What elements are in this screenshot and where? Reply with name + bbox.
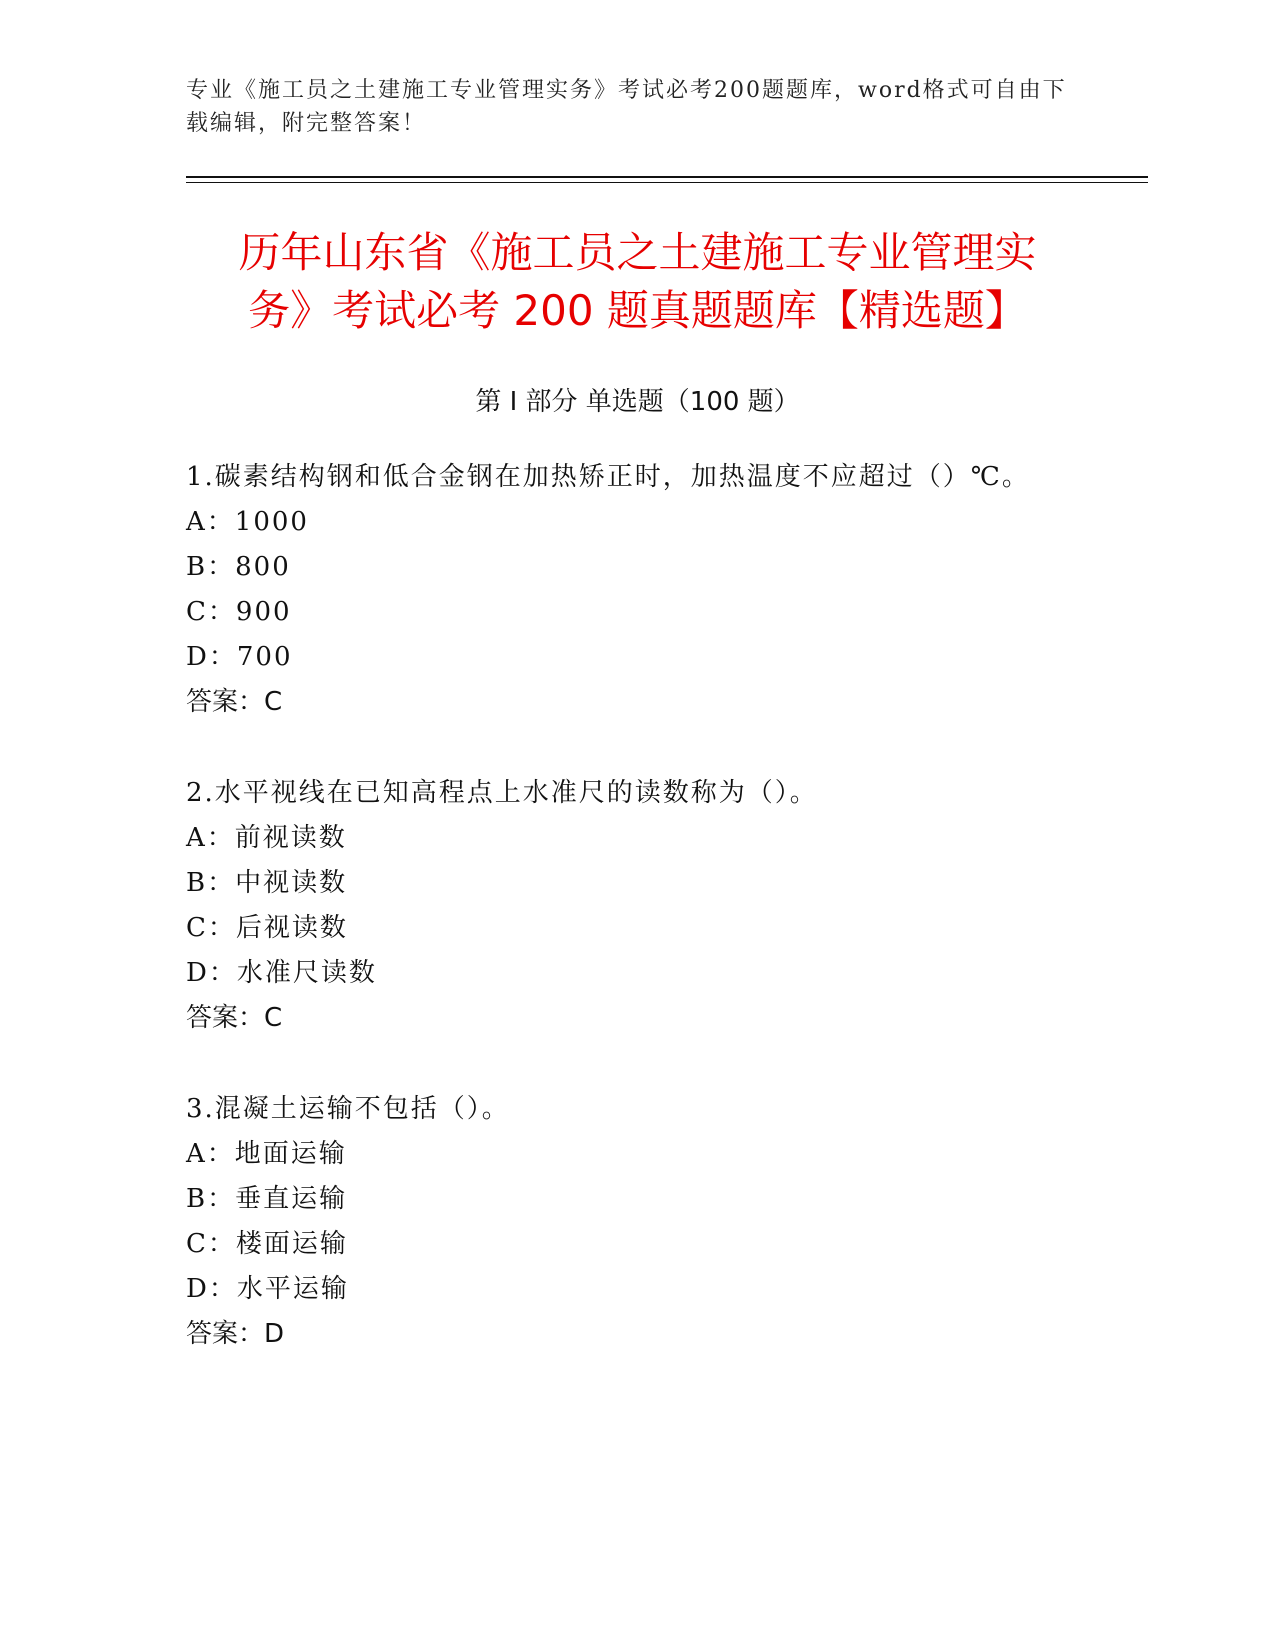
option-d	[186, 640, 1146, 685]
answer: 答案：D	[186, 1319, 285, 1349]
option-key: D：	[186, 958, 237, 988]
section-title: 第 I 部分 单选题（100 题）	[475, 387, 800, 417]
option-key: D：	[186, 642, 237, 672]
option-key: B：	[186, 1184, 236, 1214]
option-key: C：	[186, 913, 236, 943]
header-note: 专业《施工员之土建施工专业管理实务》考试必考200题题库，word格式可自由下载编辑，附完整答案！	[186, 78, 1067, 136]
document-title-line-1: 历年山东省《施工员之土建施工专业管理实	[238, 228, 1037, 277]
option-key: C：	[186, 597, 236, 627]
option-text: 楼面运输	[235, 1229, 348, 1259]
option-key: B：	[186, 552, 236, 582]
option-key: A：	[186, 823, 235, 853]
option-text: 水准尺读数	[236, 958, 377, 988]
option-a	[186, 505, 1146, 550]
option-b	[186, 866, 1146, 911]
option-c	[186, 595, 1146, 640]
option-key: B：	[186, 868, 236, 898]
question-2	[186, 776, 1146, 1046]
option-key: A：	[186, 1139, 235, 1169]
option-text: 后视读数	[235, 913, 348, 943]
header-divider-thin	[186, 182, 1148, 183]
option-text: 前视读数	[234, 823, 347, 853]
question-stem: 2.水平视线在已知高程点上水准尺的读数称为（）。	[186, 778, 818, 808]
option-key: A：	[186, 507, 235, 537]
option-a	[186, 1137, 1146, 1182]
document-title-line-2: 务》考试必考 200 题真题题库【精选题】	[248, 286, 1027, 335]
option-text: 水平运输	[236, 1274, 349, 1304]
option-c	[186, 911, 1146, 956]
option-text: 垂直运输	[235, 1184, 348, 1214]
option-d	[186, 956, 1146, 1001]
question-1	[186, 460, 1146, 730]
question-3	[186, 1092, 1146, 1362]
option-text: 700	[236, 642, 293, 672]
document-title	[150, 224, 1125, 340]
option-b	[186, 550, 1146, 595]
option-d	[186, 1272, 1146, 1317]
option-b	[186, 1182, 1146, 1227]
question-stem: 3.混凝土运输不包括（）。	[186, 1094, 510, 1124]
question-stem: 1.碳素结构钢和低合金钢在加热矫正时，加热温度不应超过（）℃。	[186, 462, 1030, 492]
option-key: C：	[186, 1229, 236, 1259]
option-text: 1000	[234, 507, 309, 537]
option-c	[186, 1227, 1146, 1272]
answer: 答案：C	[186, 687, 283, 717]
header-divider-thick	[186, 176, 1148, 178]
option-a	[186, 821, 1146, 866]
option-text: 中视读数	[235, 868, 348, 898]
answer: 答案：C	[186, 1003, 283, 1033]
option-text: 地面运输	[234, 1139, 347, 1169]
option-text: 900	[235, 597, 292, 627]
option-key: D：	[186, 1274, 237, 1304]
option-text: 800	[235, 552, 291, 582]
